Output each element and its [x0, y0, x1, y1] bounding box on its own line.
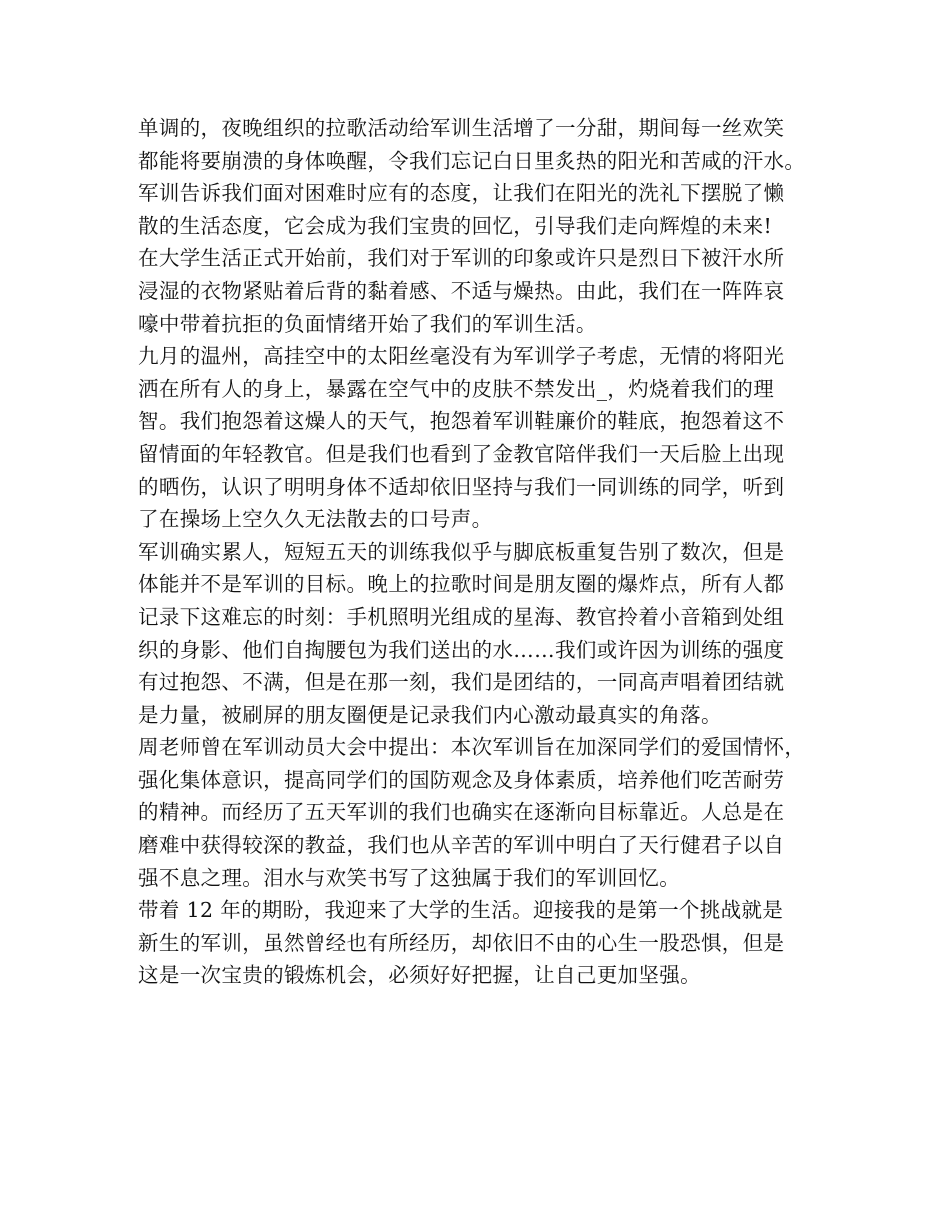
text-line: 智。我们抱怨着这燥人的天气，抱怨着军训鞋廉价的鞋底，抱怨着这不: [138, 409, 785, 434]
text-line: 了在操场上空久久无法散去的口号声。: [138, 507, 493, 532]
text-line: 记录下这难忘的时刻：手机照明光组成的星海、教官拎着小音箱到处组: [138, 604, 785, 629]
text-line: 体能并不是军训的目标。晚上的拉歌时间是朋友圈的爆炸点，所有人都: [138, 572, 785, 597]
text-line: 新生的军训，虽然曾经也有所经历，却依旧不由的心生一股恐惧，但是: [138, 930, 785, 955]
text-line: 军训确实累人，短短五天的训练我似乎与脚底板重复告别了数次，但是: [138, 539, 785, 564]
text-line: 的晒伤，认识了明明身体不适却依旧坚持与我们一同训练的同学，听到: [138, 474, 785, 499]
text-line: 强不息之理。泪水与欢笑书写了这独属于我们的军训回忆。: [138, 865, 681, 890]
text-line: 织的身影、他们自掏腰包为我们送出的水……我们或许因为训练的强度: [138, 637, 785, 662]
text-line: 嚎中带着抗拒的负面情绪开始了我们的军训生活。: [138, 311, 597, 336]
text-line: 这是一次宝贵的锻炼机会，必须好好把握，让自己更加坚强。: [138, 963, 701, 988]
text-line: 周老师曾在军训动员大会中提出：本次军训旨在加深同学们的爱国情怀，: [138, 735, 806, 760]
text-line: 的精神。而经历了五天军训的我们也确实在逐渐向目标靠近。人总是在: [138, 800, 785, 825]
text-line: 强化集体意识，提高同学们的国防观念及身体素质，培养他们吃苦耐劳: [138, 767, 785, 792]
text-line: 军训告诉我们面对困难时应有的态度，让我们在阳光的洗礼下摆脱了懒: [138, 181, 785, 206]
text-line: 磨难中获得较深的教益，我们也从辛苦的军训中明白了天行健君子以自: [138, 833, 785, 858]
text-line: 有过抱怨、不满，但是在那一刻，我们是团结的，一同高声唱着团结就: [138, 670, 785, 695]
text-line: 散的生活态度，它会成为我们宝贵的回忆，引导我们走向辉煌的未来!: [138, 213, 773, 238]
text-line: 带着 12 年的期盼，我迎来了大学的生活。迎接我的是第一个挑战就是: [138, 898, 784, 923]
text-line: 九月的温州，高挂空中的太阳丝毫没有为军训学子考虑，无情的将阳光: [138, 344, 785, 369]
text-line: 浸湿的衣物紧贴着后背的黏着感、不适与燥热。由此，我们在一阵阵哀: [138, 278, 785, 303]
text-line: 在大学生活正式开始前，我们对于军训的印象或许只是烈日下被汗水所: [138, 246, 785, 271]
text-line: 留情面的年轻教官。但是我们也看到了金教官陪伴我们一天后脸上出现: [138, 441, 785, 466]
text-line: 洒在所有人的身上，暴露在空气中的皮肤不禁发出_，灼烧着我们的理: [138, 376, 775, 401]
body-text: [138, 112, 828, 992]
text-line: 单调的，夜晚组织的拉歌活动给军训生活增了一分甜，期间每一丝欢笑: [138, 116, 785, 140]
text-line: 是力量，被刷屏的朋友圈便是记录我们内心激动最真实的角落。: [138, 702, 722, 727]
text-line: 都能将要崩溃的身体唤醒，令我们忘记白日里炙热的阳光和苦咸的汗水。: [138, 148, 806, 173]
